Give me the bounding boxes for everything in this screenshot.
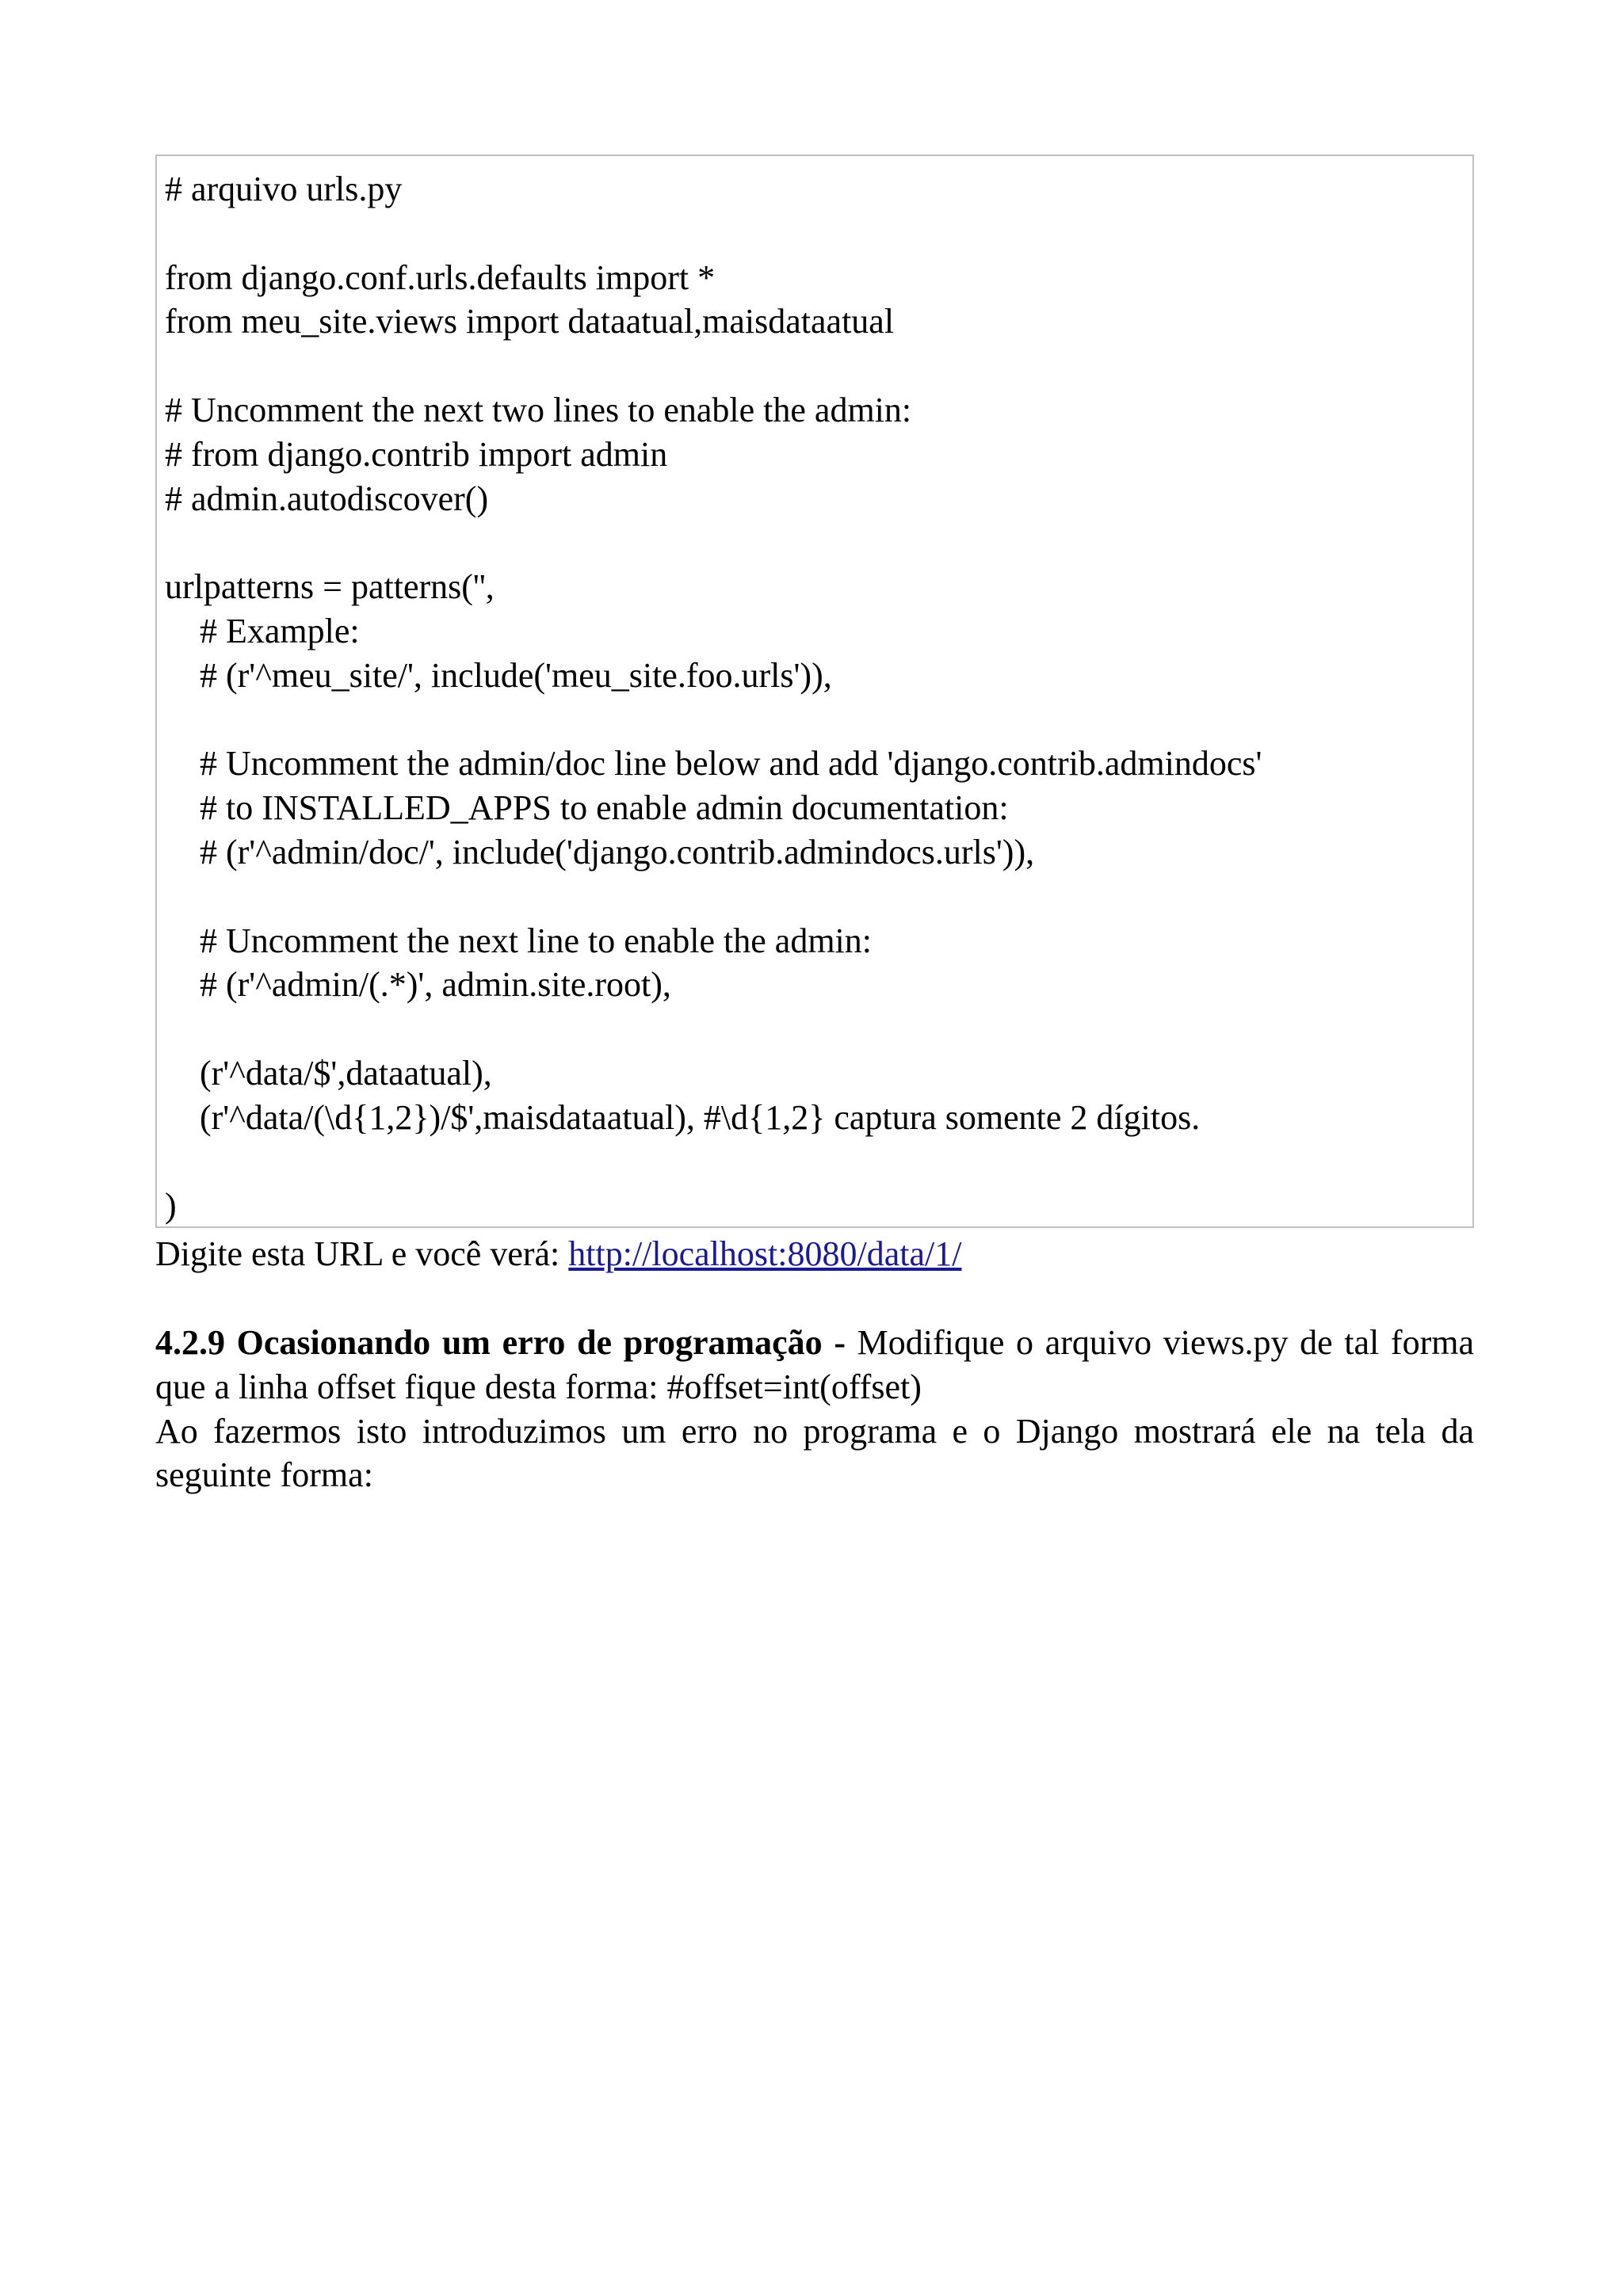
section-paragraph — [155, 1321, 1474, 1497]
code-line: # (r'^admin/doc/', include('django.contrib.admindocs.urls')), — [165, 832, 1035, 871]
code-line: (r'^data/$',dataatual), — [165, 1053, 492, 1093]
code-line: # Uncomment the next two lines to enable the admin: — [165, 390, 912, 429]
url-prefix: Digite esta URL e você verá: — [155, 1234, 569, 1273]
code-line: urlpatterns = patterns('', — [165, 567, 495, 607]
section-heading: 4.2.9 Ocasionando um erro de programação - — [155, 1323, 857, 1362]
code-line — [165, 344, 1465, 388]
code-line: # admin.autodiscover() — [165, 479, 489, 518]
code-line: ) — [165, 1186, 177, 1226]
localhost-link[interactable]: http://localhost:8080/data/1/ — [568, 1234, 962, 1273]
code-line — [165, 698, 1465, 742]
code-line: from meu_site.views import dataatual,maisdataatual — [165, 302, 895, 341]
code-block — [155, 154, 1474, 1228]
code-line: # from django.contrib import admin — [165, 434, 668, 474]
code-line: (r'^data/(\d{1,2})/$',maisdataatual), #\d{1,2} captura somente 2 dígitos. — [165, 1097, 1201, 1137]
section-text-1: Modifique o arquivo views.py de tal forma que a linha offset fique desta forma: #offset=int(offset) — [155, 1323, 1474, 1406]
section-text-2: Ao fazermos isto introduzimos um erro no programa e o Django mostrará ele na tela da seguinte forma: — [155, 1411, 1474, 1495]
code-line — [165, 1140, 1465, 1184]
code-line: from django.conf.urls.defaults import * — [165, 257, 716, 297]
code-line: # (r'^admin/(.*)', admin.site.root), — [165, 965, 671, 1005]
code-line — [165, 212, 1465, 256]
code-line: # to INSTALLED_APPS to enable admin documentation: — [165, 788, 1009, 828]
code-line: # Uncomment the next line to enable the admin: — [165, 921, 872, 960]
section-text — [155, 1321, 1474, 1409]
code-line — [165, 875, 1465, 919]
code-line: # arquivo urls.py — [165, 170, 403, 208]
code-line — [165, 1007, 1465, 1051]
code-line: # Uncomment the admin/doc line below and add 'django.contrib.admindocs' — [165, 744, 1262, 784]
code-line: # (r'^meu_site/', include('meu_site.foo.urls')), — [165, 655, 832, 695]
url-line — [155, 1232, 1474, 1276]
code-line — [165, 521, 1465, 565]
code-line: # Example: — [165, 611, 360, 650]
url-paragraph — [155, 1232, 1474, 1276]
